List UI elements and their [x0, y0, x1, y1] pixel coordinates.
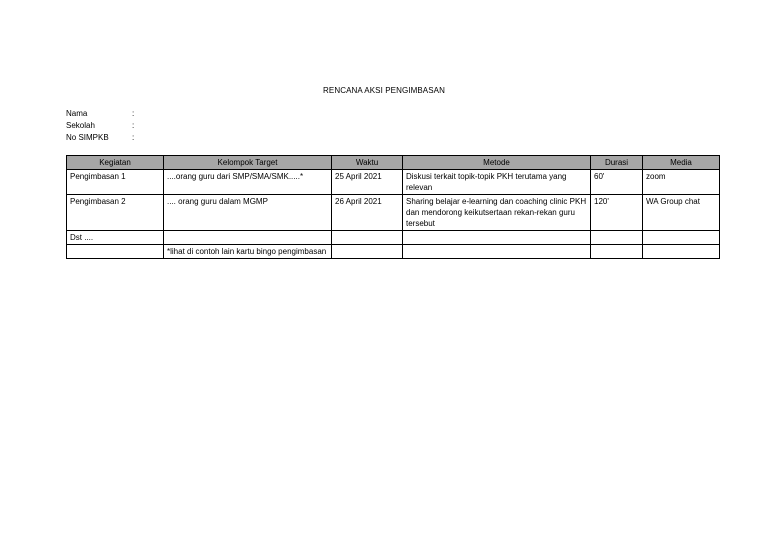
- cell-durasi: 60': [591, 170, 643, 195]
- cell-kelompok-target: [164, 231, 332, 245]
- info-row-sekolah: [66, 120, 142, 132]
- cell-metode: Sharing belajar e-learning dan coaching clinic PKH dan mendorong keikutsertaan rekan-rekan guru tersebut: [403, 195, 591, 231]
- cell-kelompok-target: .... orang guru dalam MGMP: [164, 195, 332, 231]
- cell-kelompok-target: ....orang guru dari SMP/SMA/SMK.....*: [164, 170, 332, 195]
- table-row: [67, 170, 720, 195]
- table-row: [67, 195, 720, 231]
- cell-media: zoom: [643, 170, 720, 195]
- header-waktu: Waktu: [332, 156, 403, 170]
- cell-waktu: [332, 245, 403, 259]
- table-header-row: [67, 156, 720, 170]
- info-row-simpkb: [66, 132, 142, 144]
- page-title: RENCANA AKSI PENGIMBASAN: [323, 86, 445, 95]
- cell-media: [643, 245, 720, 259]
- cell-kelompok-target: *lihat di contoh lain kartu bingo pengimbasan: [164, 245, 332, 259]
- header-media: Media: [643, 156, 720, 170]
- header-durasi: Durasi: [591, 156, 643, 170]
- cell-media: [643, 231, 720, 245]
- cell-media: WA Group chat: [643, 195, 720, 231]
- cell-kegiatan: [67, 245, 164, 259]
- info-label: No SIMPKB: [66, 133, 109, 142]
- cell-metode: [403, 231, 591, 245]
- cell-durasi: 120': [591, 195, 643, 231]
- cell-durasi: [591, 231, 643, 245]
- info-label: Sekolah: [66, 121, 95, 130]
- cell-kegiatan: Pengimbasan 2: [67, 195, 164, 231]
- table-row: [67, 231, 720, 245]
- cell-kegiatan: Dst ....: [67, 231, 164, 245]
- cell-waktu: 25 April 2021: [332, 170, 403, 195]
- info-colon: :: [132, 133, 135, 142]
- identity-info: [66, 108, 142, 144]
- header-metode: Metode: [403, 156, 591, 170]
- info-colon: :: [132, 109, 135, 118]
- cell-metode: [403, 245, 591, 259]
- cell-waktu: 26 April 2021: [332, 195, 403, 231]
- action-plan-table: [66, 155, 720, 259]
- cell-metode: Diskusi terkait topik-topik PKH terutama yang relevan: [403, 170, 591, 195]
- header-kelompok-target: Kelompok Target: [164, 156, 332, 170]
- info-colon: :: [132, 121, 135, 130]
- info-label: Nama: [66, 109, 88, 118]
- header-kegiatan: Kegiatan: [67, 156, 164, 170]
- info-row-nama: [66, 108, 142, 120]
- cell-durasi: [591, 245, 643, 259]
- table-row: [67, 245, 720, 259]
- cell-waktu: [332, 231, 403, 245]
- cell-kegiatan: Pengimbasan 1: [67, 170, 164, 195]
